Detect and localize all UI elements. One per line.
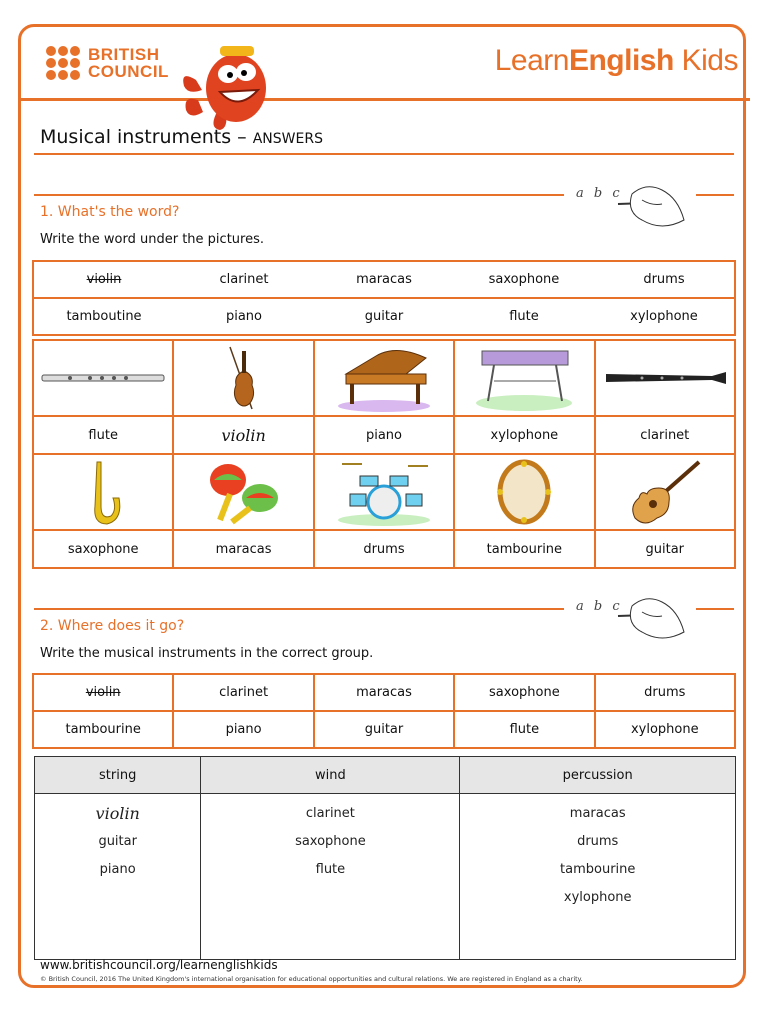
logo-line1: BRITISH [88,45,160,64]
picture-cell [33,454,173,530]
word-bank-item: drums [595,674,735,711]
picture-cell [595,454,735,530]
word-bank-item: piano [174,298,314,335]
group-item: xylophone [563,890,632,905]
word-bank-item: maracas [314,261,454,298]
logo-dots-icon [46,46,80,80]
group-table [34,756,736,960]
group-header-percussion: percussion [460,757,736,794]
tambourine-icon [494,458,554,526]
answer-cell: clarinet [595,416,735,454]
answer-cell: guitar [595,530,735,568]
group-item: violin [95,804,140,823]
group-item: piano [99,862,136,877]
group-item: drums [577,834,619,849]
footer-copyright: © British Council, 2016 The United Kingdom's international organisation for educational opportunities and cultural relations. We are registered in England as a charity. [40,975,583,983]
picture-cell [173,340,313,416]
maracas-icon [206,458,282,526]
picture-cell [173,454,313,530]
logo-line2: COUNCIL [88,62,169,81]
picture-cell [314,454,454,530]
group-item: maracas [569,806,626,821]
picture-cell [33,340,173,416]
british-council-logo [46,46,169,80]
answer-cell: maracas [173,530,313,568]
xylophone-icon [474,345,574,411]
word-bank-item: saxophone [454,261,594,298]
word-bank-item: xylophone [594,298,735,335]
word-bank-item: guitar [314,298,454,335]
picture-cell [454,454,594,530]
header-divider [18,98,750,101]
picture-cell [454,340,594,416]
group-column-string [35,794,201,960]
answer-cell: piano [314,416,454,454]
answer-cell: xylophone [454,416,594,454]
word-bank-item: tamboutine [33,298,174,335]
group-column-percussion [460,794,736,960]
piano-icon [336,344,432,412]
answer-cell: drums [314,530,454,568]
footer-url[interactable]: www.britishcouncil.org/learnenglishkids [40,958,278,972]
section1-word-bank [32,260,736,336]
answer-cell: flute [33,416,173,454]
group-item: tambourine [560,862,636,877]
section2-instruction: Write the musical instruments in the correct group. [40,646,374,661]
word-bank-item: violin [33,674,173,711]
writing-hand-icon [612,180,688,232]
word-bank-item: tambourine [33,711,173,748]
group-item: guitar [98,834,137,849]
answer-cell: tambourine [454,530,594,568]
word-bank-item: xylophone [595,711,735,748]
section2-abc: a b c [576,599,623,614]
group-item: flute [315,862,346,877]
section2-rule-left [34,608,564,610]
word-bank-item: clarinet [173,674,313,711]
section1-heading: 1. What's the word? [40,204,180,220]
violin-icon [224,345,264,411]
group-header-string: string [35,757,201,794]
section1-rule-left [34,194,564,196]
writing-hand-icon [612,592,688,644]
section2-word-bank [32,673,736,749]
flute-icon [40,368,166,388]
guitar-icon [625,458,705,526]
group-header-wind: wind [201,757,460,794]
word-bank-item: flute [454,298,594,335]
group-item: saxophone [295,834,366,849]
section1-rule-right [696,194,734,196]
page-title: Musical instruments – ANSWERS [40,126,323,148]
section1-picture-grid [32,339,736,569]
section2-rule-right [696,608,734,610]
title-underline [34,153,734,155]
word-bank-item: flute [454,711,594,748]
word-bank-item: drums [594,261,735,298]
monster-mascot-icon [178,40,278,132]
group-item: clarinet [305,806,355,821]
saxophone-icon [85,458,121,526]
section1-abc: a b c [576,186,623,201]
picture-cell [595,340,735,416]
word-bank-item: violin [33,261,174,298]
learnenglish-kids-logo: LearnEnglish Kids [494,44,738,77]
answer-cell: violin [173,416,313,454]
group-column-wind [201,794,460,960]
word-bank-item: guitar [314,711,454,748]
section2-heading: 2. Where does it go? [40,618,185,634]
section1-instruction: Write the word under the pictures. [40,232,264,247]
picture-cell [314,340,454,416]
word-bank-item: clarinet [174,261,314,298]
clarinet-icon [602,368,728,388]
answer-cell: saxophone [33,530,173,568]
word-bank-item: saxophone [454,674,594,711]
drums-icon [336,458,432,526]
word-bank-item: piano [173,711,313,748]
word-bank-item: maracas [314,674,454,711]
